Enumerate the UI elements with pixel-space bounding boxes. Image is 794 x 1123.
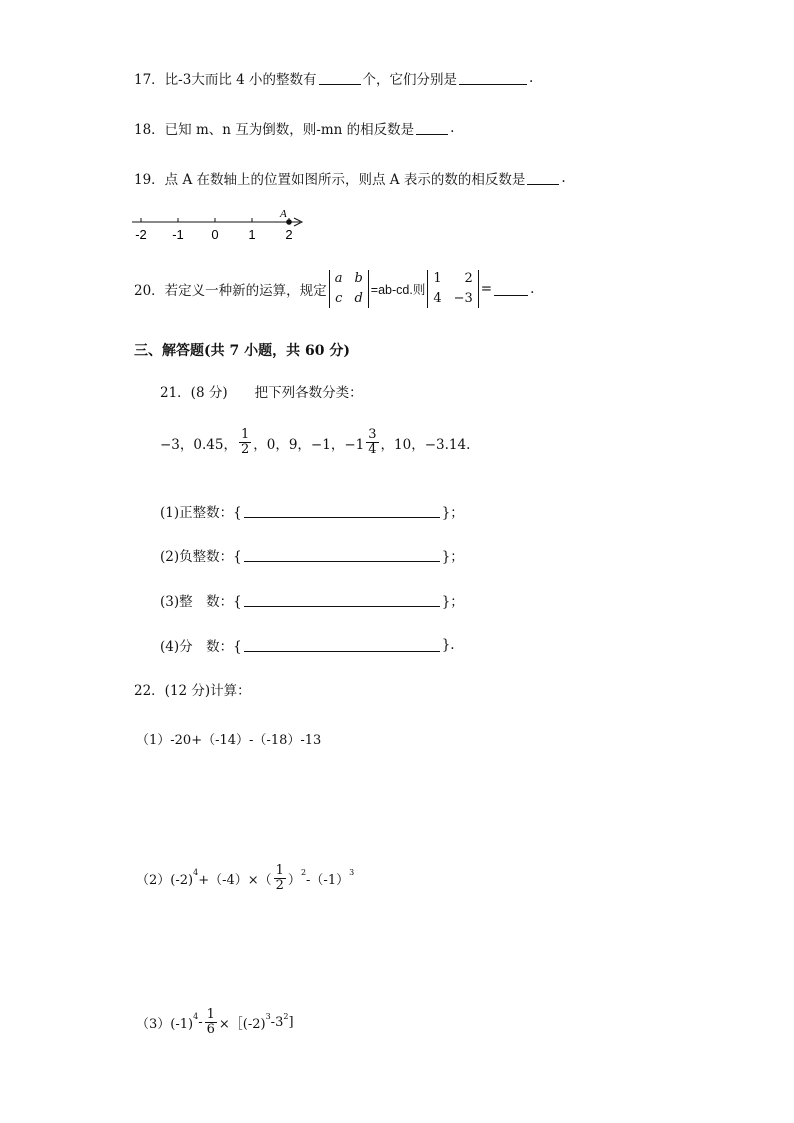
q22-p2-fraction <box>274 864 286 894</box>
question-19 <box>134 168 566 188</box>
q22-part-2 <box>136 864 354 894</box>
determinant-definition <box>329 270 369 308</box>
det-c: c <box>335 291 343 306</box>
q17-lead: 17．比-3大而比 4 小的整数有 <box>134 72 317 88</box>
q17-mid: 个，它们分别是 <box>362 72 458 88</box>
q19-text: 19．点 A 在数轴上的位置如图所示，则点 A 表示的数的相反数是 <box>134 172 526 188</box>
q22-p2-frac-num: 1 <box>275 863 284 878</box>
frac-half-num: 1 <box>240 427 250 442</box>
tick-label: -2 <box>135 227 147 242</box>
q19-blank[interactable] <box>527 171 559 185</box>
q21-item-4 <box>160 635 455 655</box>
q21-numbers-b: ，0，9，−1，−1 <box>253 436 365 453</box>
q21-item-4-label: (4)分 数：{ <box>160 639 242 655</box>
tick-label: -1 <box>172 227 184 242</box>
tick-label: 2 <box>285 227 293 242</box>
det-a: a <box>334 271 343 286</box>
q20-end: . <box>530 281 535 297</box>
q17-blank-list[interactable] <box>459 71 527 85</box>
q20-mid: =ab-cd.则 <box>370 283 426 297</box>
q22-p2-b: +（-4）×（ <box>198 873 272 889</box>
mixed-fraction-three-quarters <box>366 428 378 458</box>
q22-p3-e: ] <box>288 1015 294 1031</box>
q18-end: . <box>450 120 455 136</box>
q21-item-3 <box>160 590 464 610</box>
q21-numbers-a: −3，0.45， <box>160 436 237 453</box>
q19-end: . <box>561 170 566 186</box>
q22-p3-sup2: 3 <box>265 1012 271 1022</box>
determinant-values <box>427 270 478 308</box>
q22-p2-sup2: 2 <box>300 868 307 878</box>
q21-item-2 <box>160 545 464 565</box>
q21-item-2-label: (2)负整数：{ <box>160 549 242 565</box>
q22-p2-sup3: 3 <box>349 868 355 878</box>
question-18 <box>134 118 454 138</box>
point-a-marker <box>286 219 292 225</box>
q17-blank-count[interactable] <box>319 71 361 85</box>
q22-p3-c: ×［(-2) <box>218 1017 266 1033</box>
q21-item-2-end: }； <box>441 549 464 565</box>
det-val-2: 2 <box>464 271 473 286</box>
q21-item-1 <box>160 501 464 521</box>
q21-item-1-label: (1)正整数：{ <box>160 505 242 521</box>
tick-label: 1 <box>248 227 256 242</box>
q22-p3-sup1: 4 <box>193 1012 199 1022</box>
question-22-title: 22．(12 分)计算： <box>134 683 251 699</box>
q22-p3-frac-num: 1 <box>206 1007 215 1022</box>
q17-end: . <box>529 70 534 86</box>
q22-p3-d: -3 <box>270 1015 284 1031</box>
q22-part-3 <box>136 1008 294 1038</box>
q21-numbers-c: ，10，−3.14. <box>380 436 471 453</box>
q22-p2-a: （2）(-2) <box>136 873 194 889</box>
q21-item-2-blank[interactable] <box>244 548 440 562</box>
question-21-title: 21．(8 分) 把下列各数分类： <box>160 385 363 401</box>
point-a-label: A <box>280 208 287 220</box>
q22-p3-b: - <box>198 1015 203 1031</box>
q21-item-3-end: }； <box>441 594 464 610</box>
section-3-heading: 三、解答题(共 7 小题，共 60 分) <box>134 343 350 359</box>
mixed-den: 4 <box>368 442 377 458</box>
q22-p3-sup3: 2 <box>283 1012 289 1022</box>
q21-item-4-end: }. <box>441 637 455 653</box>
fraction-one-half <box>239 428 251 458</box>
q20-blank[interactable] <box>494 282 528 296</box>
q22-p3-frac-den: 6 <box>206 1022 215 1038</box>
q22-part-1: （1）-20+（-14）-（-18）-13 <box>136 733 322 748</box>
q21-item-3-blank[interactable] <box>244 593 440 607</box>
q20-eq: = <box>480 281 493 297</box>
q21-item-3-label: (3)整 数：{ <box>160 594 242 610</box>
question-17 <box>134 68 533 88</box>
q18-text: 18．已知 m、n 互为倒数，则-mn 的相反数是 <box>134 122 415 138</box>
det-d: d <box>354 291 363 306</box>
q21-item-1-end: }； <box>441 505 464 521</box>
mixed-num: 3 <box>368 427 377 442</box>
q22-p2-frac-den: 2 <box>275 878 284 894</box>
q22-p2-d: -（-1） <box>306 873 350 889</box>
q20-lead: 20．若定义一种新的运算，规定 <box>134 283 327 299</box>
q22-p2-sup1: 4 <box>193 868 199 878</box>
question-20 <box>134 270 534 308</box>
det-val-3: 4 <box>433 291 442 306</box>
q22-p3-fraction <box>205 1008 217 1038</box>
q21-item-4-blank[interactable] <box>244 638 440 652</box>
number-line <box>128 203 312 243</box>
tick-label: 0 <box>211 227 219 242</box>
det-b: b <box>354 271 363 286</box>
frac-half-den: 2 <box>240 442 250 458</box>
q21-number-list <box>160 428 470 458</box>
q22-p3-a: （3）(-1) <box>136 1017 194 1033</box>
det-val-1: 1 <box>433 271 442 286</box>
det-val-4: −3 <box>453 291 473 306</box>
q18-blank[interactable] <box>416 121 448 135</box>
q22-p2-c: ） <box>287 873 301 889</box>
q21-item-1-blank[interactable] <box>244 504 440 518</box>
